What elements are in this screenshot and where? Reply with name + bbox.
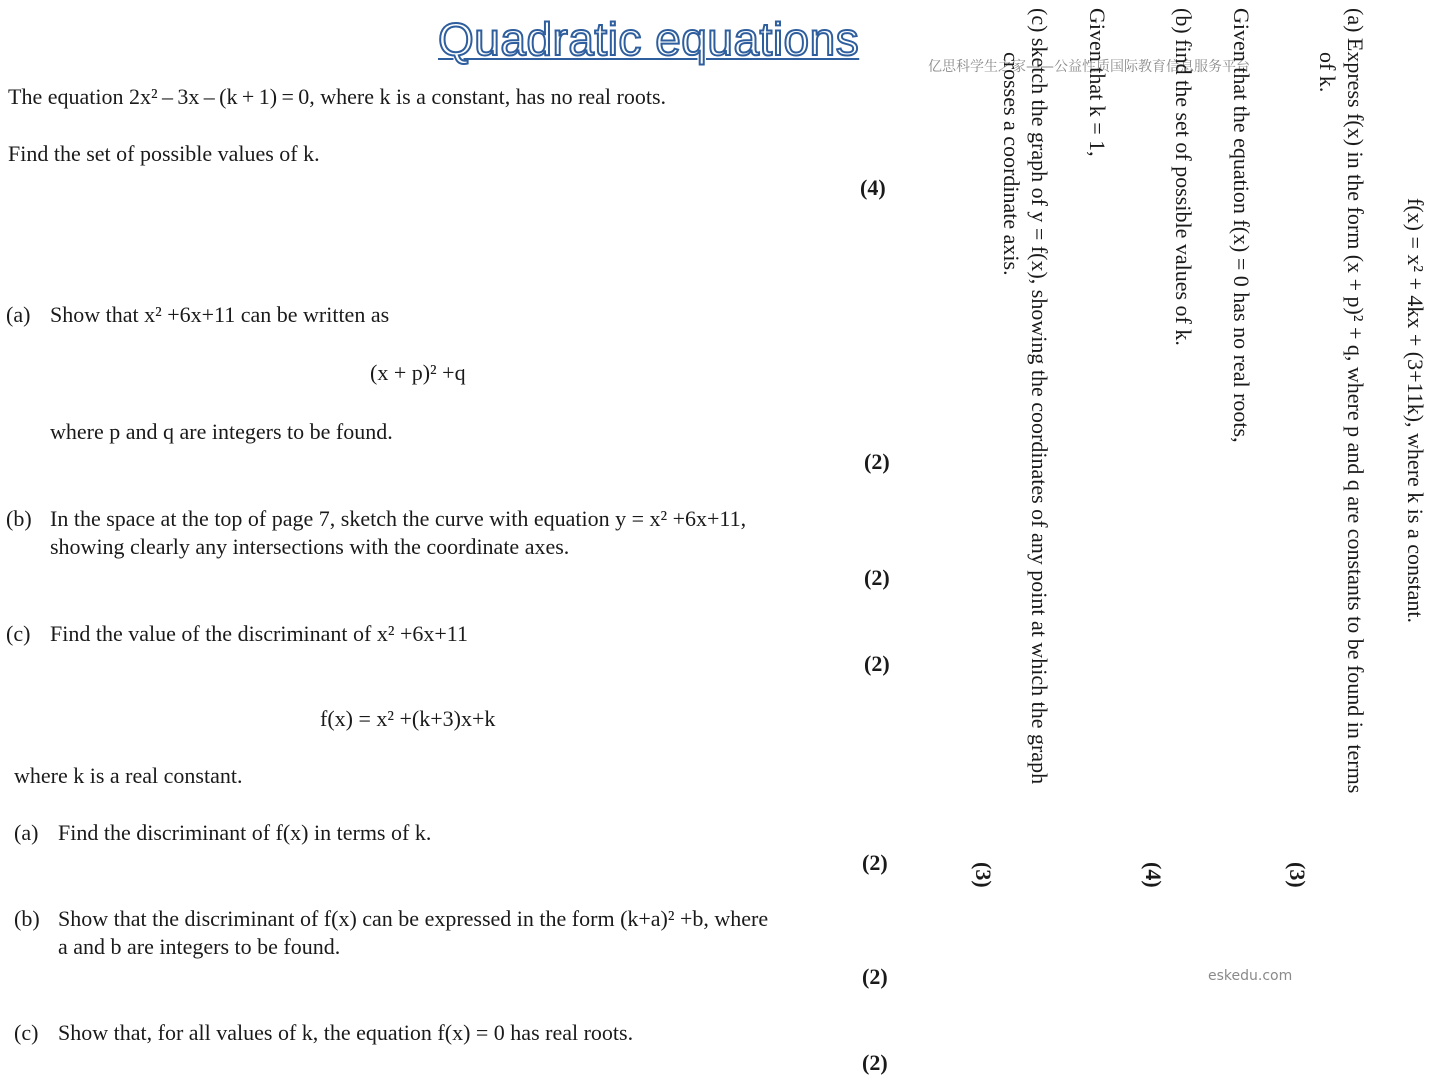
q3-b-label: (b) <box>14 906 40 931</box>
q3-function: f(x) = x² +(k+3)x+k <box>320 706 496 731</box>
q1-task: Find the set of possible values of k. <box>8 141 320 166</box>
q4-a-marks: (3) <box>1285 862 1310 888</box>
q2-b-marks: (2) <box>864 565 890 590</box>
q4-a-text-2: of k. <box>1315 52 1340 93</box>
q2-a-label: (a) <box>6 302 31 327</box>
q4-given-no-roots: Given that the equation f(x) = 0 has no real roots, <box>1229 8 1254 443</box>
q4-b-text: (b) find the set of possible values of k. <box>1171 8 1196 346</box>
q3-c-marks: (2) <box>862 1050 888 1075</box>
q2-a-text: Show that x² +6x+11 can be written as <box>50 302 390 327</box>
page-title: Quadratic equations <box>438 13 860 65</box>
q4-c-marks: (3) <box>971 862 996 888</box>
q4-given-k: Given that k = 1, <box>1085 8 1110 157</box>
q2-a-marks: (2) <box>864 449 890 474</box>
watermark-top: 亿思科学生之家——公益性质国际教育信息服务平台 <box>928 59 1250 75</box>
q3-a-text: Find the discriminant of f(x) in terms of k. <box>58 820 432 845</box>
q3-c-label: (c) <box>14 1020 39 1045</box>
q4-c-text: (c) sketch the graph of y = f(x), showing the coordinates of any point at which the graph <box>1027 8 1052 785</box>
q3-c-text: Show that, for all values of k, the equation f(x) = 0 has real roots. <box>58 1020 634 1045</box>
q4-b-marks: (4) <box>1141 862 1166 888</box>
q3-b-text-2: a and b are integers to be found. <box>58 934 341 959</box>
q1-stem: The equation 2x² – 3x – (k + 1) = 0, where k is a constant, has no real roots. <box>8 84 667 109</box>
q2-c-marks: (2) <box>864 651 890 676</box>
q3-b-marks: (2) <box>862 964 888 989</box>
q2-b-label: (b) <box>6 506 32 531</box>
q3-where: where k is a real constant. <box>14 763 243 788</box>
q3-a-marks: (2) <box>862 850 888 875</box>
q3-a-label: (a) <box>14 820 39 845</box>
q2-c-text: Find the value of the discriminant of x² +6x+11 <box>50 621 468 646</box>
q1-marks: (4) <box>860 175 886 200</box>
q2-a-text-2: where p and q are integers to be found. <box>50 419 393 444</box>
q4-function: f(x) = x² + 4kx + (3+11k), where k is a constant. <box>1403 198 1428 624</box>
q4-c-text-2: crosses a coordinate axis. <box>999 52 1024 276</box>
q2-b-text-2: showing clearly any intersections with the coordinate axes. <box>50 534 570 559</box>
q2-b-text: In the space at the top of page 7, sketch the curve with equation y = x² +6x+11, <box>50 506 747 531</box>
q4-a-text: (a) Express f(x) in the form (x + p)² + q, where p and q are constants to be found in terms <box>1343 8 1368 794</box>
watermark-bottom: eskedu.com <box>1208 968 1293 984</box>
q2-a-expression: (x + p)² +q <box>370 360 466 385</box>
q2-c-label: (c) <box>6 621 31 646</box>
q3-b-text: Show that the discriminant of f(x) can be expressed in the form (k+a)² +b, where <box>58 906 769 931</box>
